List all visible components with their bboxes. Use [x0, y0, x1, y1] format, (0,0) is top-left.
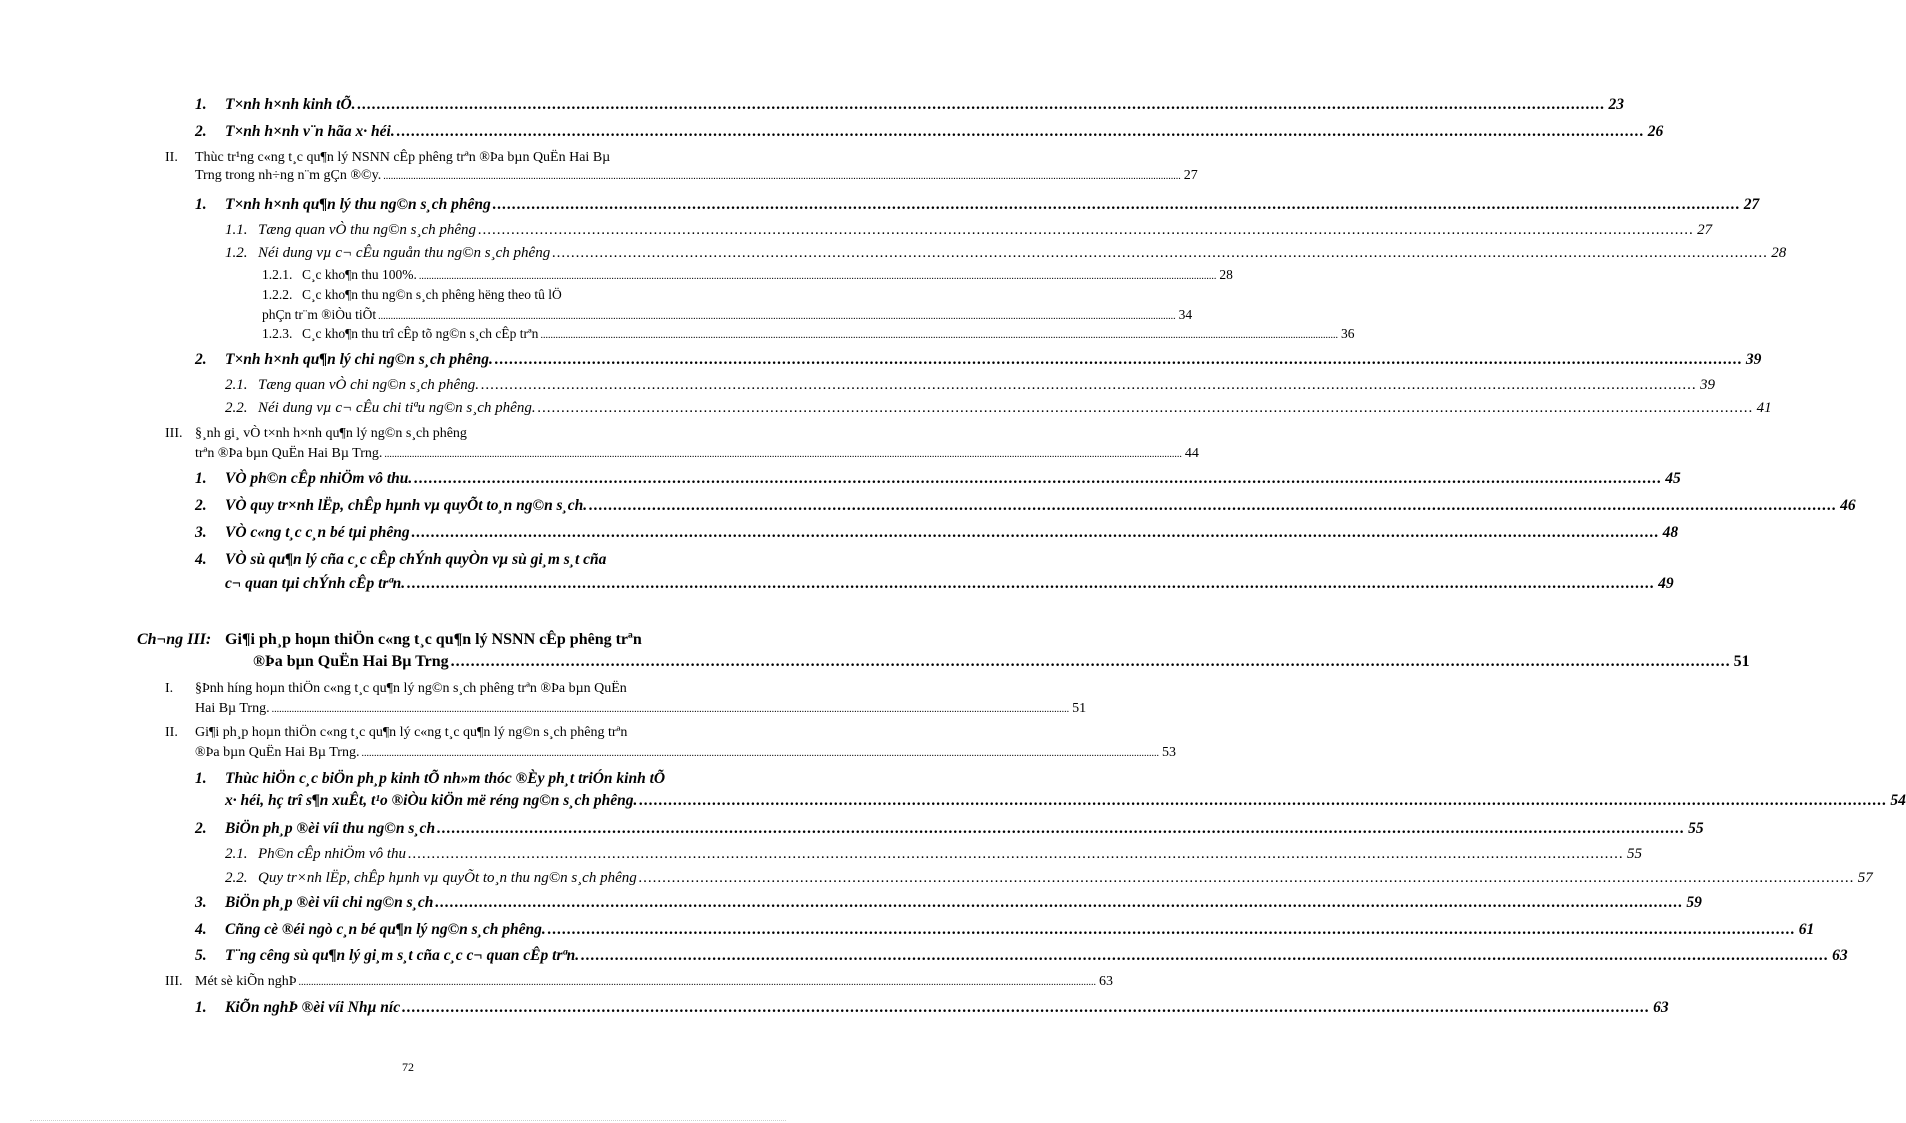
toc-entry [195, 894, 1702, 912]
toc-entry [225, 869, 1873, 887]
toc-page: 63 [1832, 947, 1848, 964]
toc-title: Tæng quan vÒ thu ng©n s¸ch phêng [258, 222, 477, 238]
toc-title-line2: trªn ®Þa bµn QuËn Hai Bµ Trng. [195, 446, 383, 461]
toc-number: 2. [195, 351, 207, 368]
toc-title-line2: c¬ quan tµi chÝnh cÊp trªn. [225, 575, 406, 592]
toc-title: Mét sè kiÕn nghÞ [195, 974, 297, 989]
toc-page: 54 [1890, 792, 1906, 809]
toc-title-line2: Hai Bµ Trng. [195, 701, 270, 716]
toc-entry [225, 244, 1787, 262]
toc-number: 2. [195, 123, 207, 140]
toc-page: 44 [1184, 446, 1199, 461]
toc-page: 59 [1686, 894, 1702, 911]
toc-title: T×nh h×nh kinh tÕ. [225, 96, 356, 113]
toc-number: 2.1. [225, 377, 248, 393]
toc-page: 26 [1647, 123, 1664, 140]
toc-page: 28 [1219, 267, 1233, 282]
toc-title: Néi dung vµ c¬ cÊu chi tiªu ng©n s¸ch phêng. [258, 400, 536, 416]
toc-number: 2. [195, 497, 207, 514]
toc-number: II. [165, 725, 178, 740]
toc-entry [225, 221, 1713, 239]
toc-page: 51 [1072, 701, 1087, 716]
toc-page: 63 [1653, 999, 1669, 1016]
toc-number: I. [165, 681, 174, 696]
toc-entry [195, 524, 1679, 542]
toc-entry [165, 973, 1113, 992]
toc-title-line2: ®Þa bµn QuËn Hai Bµ Trng. [195, 745, 360, 760]
toc-title: VÒ c«ng t¸c c¸n bé tµi phêng [225, 524, 410, 541]
toc-page: 27 [1183, 168, 1198, 183]
toc-page: 36 [1340, 326, 1355, 341]
toc-title-line2: x· héi, hç trî s¶n xuÊt, t¹o ®iÒu kiÖn më réng ng©n s¸ch phêng. [225, 792, 638, 809]
toc-page: 57 [1857, 870, 1873, 886]
toc-title: KiÕn nghÞ ®èi víi Nhµ níc [225, 999, 401, 1016]
toc-number: 1. [195, 999, 207, 1016]
toc-page: 63 [1099, 974, 1113, 989]
toc-title: C¸c kho¶n thu trî cÊp tõ ng©n s¸ch cÊp trªn [302, 326, 539, 341]
toc-number: 1.1. [225, 222, 248, 238]
toc-page: 39 [1745, 351, 1762, 368]
toc-page: 55 [1627, 846, 1643, 862]
toc-title-line1: Thùc tr¹ng c«ng t¸c qu¶n lý NSNN cÊp phêng trªn ®Þa bµn QuËn Hai Bµ [195, 150, 611, 165]
toc-title: T×nh h×nh v¨n hãa x· héi. [225, 123, 395, 140]
toc-title: BiÖn ph¸p ®èi víi thu ng©n s¸ch [225, 820, 436, 837]
toc-page: 51 [1733, 653, 1750, 670]
chapter-label: Ch¬ng III: [137, 631, 212, 648]
toc-page: 55 [1688, 820, 1704, 837]
toc-entry [165, 680, 1087, 719]
toc-title: VÒ ph©n cÊp nhiÖm vô thu. [225, 470, 413, 487]
toc-entry [165, 149, 1198, 186]
toc-entry [195, 123, 1664, 141]
toc-entry [195, 999, 1669, 1017]
toc-page: 49 [1658, 575, 1674, 592]
toc-number: 2. [195, 820, 207, 837]
toc-number: 1. [195, 196, 207, 213]
toc-entry [225, 399, 1772, 417]
page-bottom-divider [30, 1120, 786, 1121]
toc-page: 23 [1608, 96, 1625, 113]
toc-number: III. [165, 974, 183, 989]
toc-entry [195, 497, 1856, 515]
toc-title-line2: Trng trong nh÷ng n¨m gÇn ®©y. [195, 168, 382, 183]
toc-title: T×nh h×nh qu¶n lý thu ng©n s¸ch phêng [225, 196, 491, 213]
toc-entry [195, 470, 1681, 488]
toc-entry [165, 425, 1199, 464]
toc-number: 3. [195, 524, 207, 541]
toc-page: 28 [1771, 245, 1787, 261]
toc-title-line1: Thùc hiÖn c¸c biÖn ph¸p kinh tÕ nh»m thóc ®Èy ph¸t triÓn kinh tÕ [225, 770, 666, 787]
page-number: 72 [402, 1060, 414, 1074]
toc-number: 1.2.3. [262, 326, 293, 341]
toc-entry [262, 325, 1355, 345]
toc-number: 2.1. [225, 846, 248, 862]
toc-title: C¸c kho¶n thu 100%. [302, 267, 417, 282]
toc-entry [195, 551, 1674, 593]
toc-page: 27 [1697, 222, 1713, 238]
toc-page: 39 [1699, 377, 1715, 393]
toc-entry [195, 196, 1760, 214]
toc-title: T¨ng cêng sù qu¶n lý gi¸m s¸t cña c¸c c¬ quan cÊp trªn. [225, 947, 580, 964]
toc-entry [195, 820, 1704, 838]
toc-page: 61 [1798, 921, 1815, 938]
toc-title: Quy tr×nh lËp, chÊp hµnh vµ quyÕt to¸n thu ng©n s¸ch phêng [258, 870, 637, 886]
toc-page: 46 [1840, 497, 1856, 514]
toc-entry [195, 947, 1848, 965]
toc-entry [165, 724, 1176, 763]
toc-title-line1: §Þnh híng hoµn thiÖn c«ng t¸c qu¶n lý ng©n s¸ch phêng trªn ®Þa bµn QuËn [195, 681, 627, 696]
toc-title: Ph©n cÊp nhiÖm vô thu [258, 846, 407, 862]
chapter-heading [137, 631, 1750, 671]
toc-entry [195, 351, 1762, 369]
toc-title-line1: C¸c kho¶n thu ng©n s¸ch phêng hëng theo tû lÖ [302, 287, 562, 302]
toc-number: 1.2.2. [262, 287, 293, 302]
toc-number: 1.2.1. [262, 267, 293, 282]
toc-entry [195, 96, 1625, 114]
toc-number: 1. [195, 470, 207, 487]
toc-title-line1: VÒ sù qu¶n lý cña c¸c cÊp chÝnh quyÒn vµ sù gi¸m s¸t cña [225, 551, 607, 568]
toc-number: 2.2. [225, 400, 248, 416]
toc-page: 27 [1743, 196, 1760, 213]
toc-entry [195, 921, 1815, 939]
toc-entry [262, 266, 1233, 286]
toc-page: 34 [1178, 307, 1193, 322]
toc-number: II. [165, 150, 178, 165]
toc-page: 53 [1161, 745, 1176, 760]
toc-number: 1. [195, 770, 207, 787]
chapter-title-line2: ®Þa bµn QuËn Hai Bµ Trng [253, 653, 449, 670]
toc-number: 4. [195, 921, 207, 938]
toc-title-line1: §¸nh gi¸ vÒ t×nh h×nh qu¶n lý ng©n s¸ch phêng [195, 426, 467, 441]
chapter-title-line1: Gi¶i ph¸p hoµn thiÖn c«ng t¸c qu¶n lý NSNN cÊp phêng trªn [225, 631, 642, 648]
toc-entry [195, 770, 1906, 810]
toc-title: VÒ quy tr×nh lËp, chÊp hµnh vµ quyÕt to¸n ng©n s¸ch. [225, 497, 588, 514]
toc-title: Néi dung vµ c¬ cÊu nguån thu ng©n s¸ch phêng [258, 245, 551, 261]
toc-entry [225, 376, 1715, 394]
toc-title-line1: Gi¶i ph¸p hoµn thiÖn c«ng t¸c qu¶n lý c«ng t¸c qu¶n lý ng©n s¸ch phêng trªn [195, 725, 628, 740]
toc-title: Cñng cè ®éi ngò c¸n bé qu¶n lý ng©n s¸ch phêng. [225, 921, 546, 938]
toc-title: Tæng quan vÒ chi ng©n s¸ch phêng. [258, 377, 479, 393]
toc-number: 1.2. [225, 245, 248, 261]
toc-number: 1. [195, 96, 207, 113]
toc-page: 45 [1665, 470, 1681, 487]
toc-number: 3. [195, 894, 207, 911]
toc-page: 41 [1756, 400, 1772, 416]
toc-number: 2.2. [225, 870, 248, 886]
toc-number: 4. [195, 551, 207, 568]
toc-number: III. [165, 426, 183, 441]
toc-entry [225, 845, 1643, 863]
toc-title: T×nh h×nh qu¶n lý chi ng©n s¸ch phêng. [225, 351, 493, 368]
toc-title: BiÖn ph¸p ®èi víi chi ng©n s¸ch [225, 894, 434, 911]
toc-title-line2: phÇn tr¨m ®iÒu tiÕt [262, 307, 377, 322]
toc-number: 5. [195, 947, 207, 964]
toc-entry [262, 286, 1193, 326]
toc-page: 48 [1662, 524, 1679, 541]
